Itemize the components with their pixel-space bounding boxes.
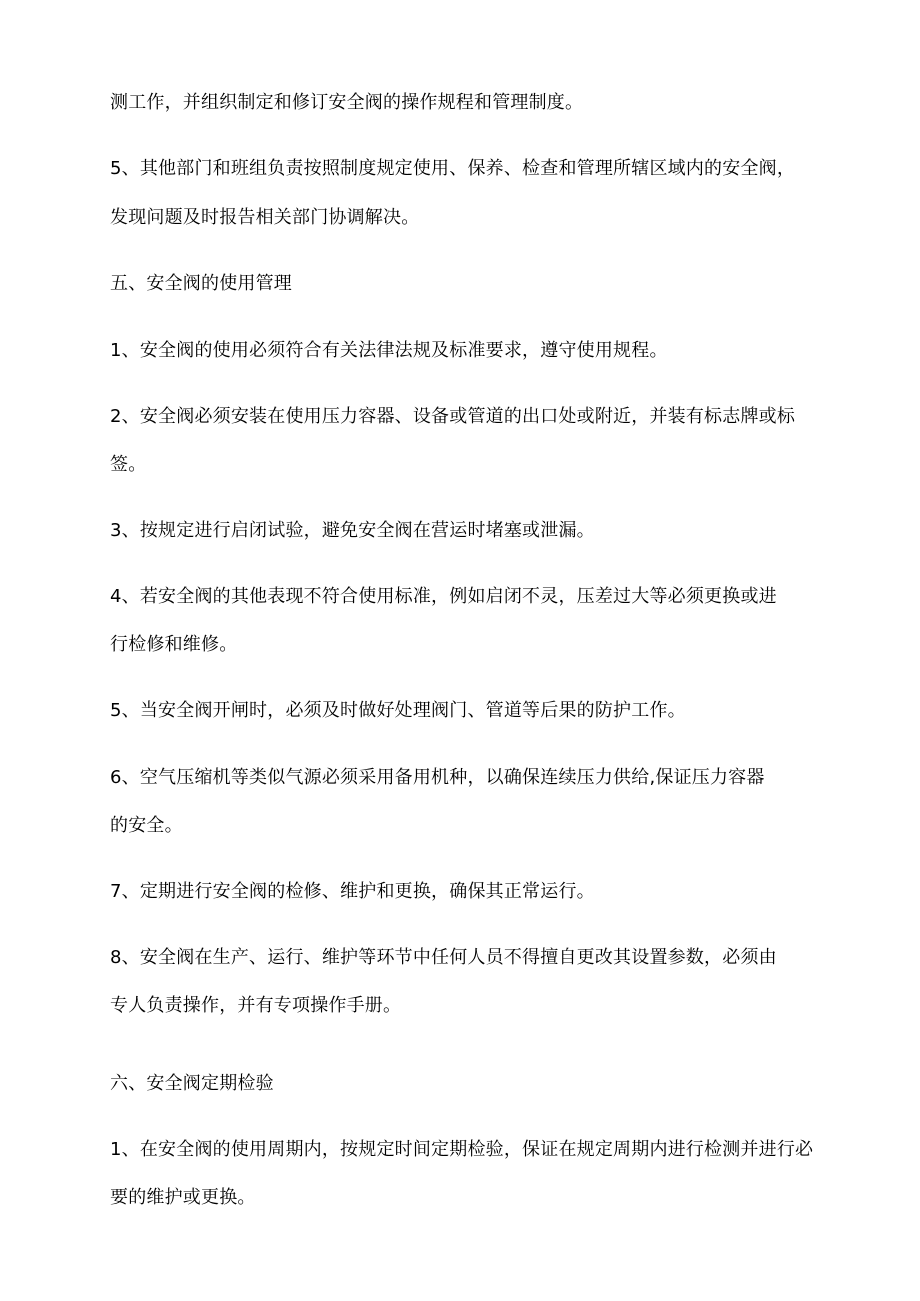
text-line: 发现问题及时报告相关部门协调解决。: [110, 207, 420, 228]
text-line: 专人负责操作，并有专项操作手册。: [110, 995, 402, 1016]
text-line: 的安全。: [110, 815, 183, 836]
text-line: 要的维护或更换。: [110, 1187, 256, 1208]
text-line: 6、空气压缩机等类似气源必须采用备用机种，以确保连续压力供给,保证压力容器: [110, 767, 765, 788]
text-line: 5、当安全阀开闸时，必须及时做好处理阀门、管道等后果的防护工作。: [110, 700, 686, 721]
section-heading: 六、安全阀定期检验: [110, 1073, 274, 1094]
text-line: 5、其他部门和班组负责按照制度规定使用、保养、检查和管理所辖区域内的安全阀，: [110, 158, 796, 179]
text-line: 测工作，并组织制定和修订安全阀的操作规程和管理制度。: [110, 92, 584, 113]
text-line: 1、安全阀的使用必须符合有关法律法规及标准要求，遵守使用规程。: [110, 340, 668, 361]
text-line: 7、定期进行安全阀的检修、维护和更换，确保其正常运行。: [110, 881, 595, 902]
text-line: 2、安全阀必须安装在使用压力容器、设备或管道的出口处或附近，并装有标志牌或标: [110, 406, 796, 427]
text-line: 4、若安全阀的其他表现不符合使用标准，例如启闭不灵，压差过大等必须更换或进: [110, 586, 777, 607]
text-line: 3、按规定进行启闭试验，避免安全阀在营运时堵塞或泄漏。: [110, 520, 595, 541]
section-heading: 五、安全阀的使用管理: [110, 273, 292, 294]
text-line: 1、在安全阀的使用周期内，按规定时间定期检验，保证在规定周期内进行检测并进行必: [110, 1139, 814, 1160]
text-line: 8、安全阀在生产、运行、维护等环节中任何人员不得擅自更改其设置参数，必须由: [110, 947, 777, 968]
text-line: 行检修和维修。: [110, 634, 238, 655]
text-line: 签。: [110, 454, 147, 475]
